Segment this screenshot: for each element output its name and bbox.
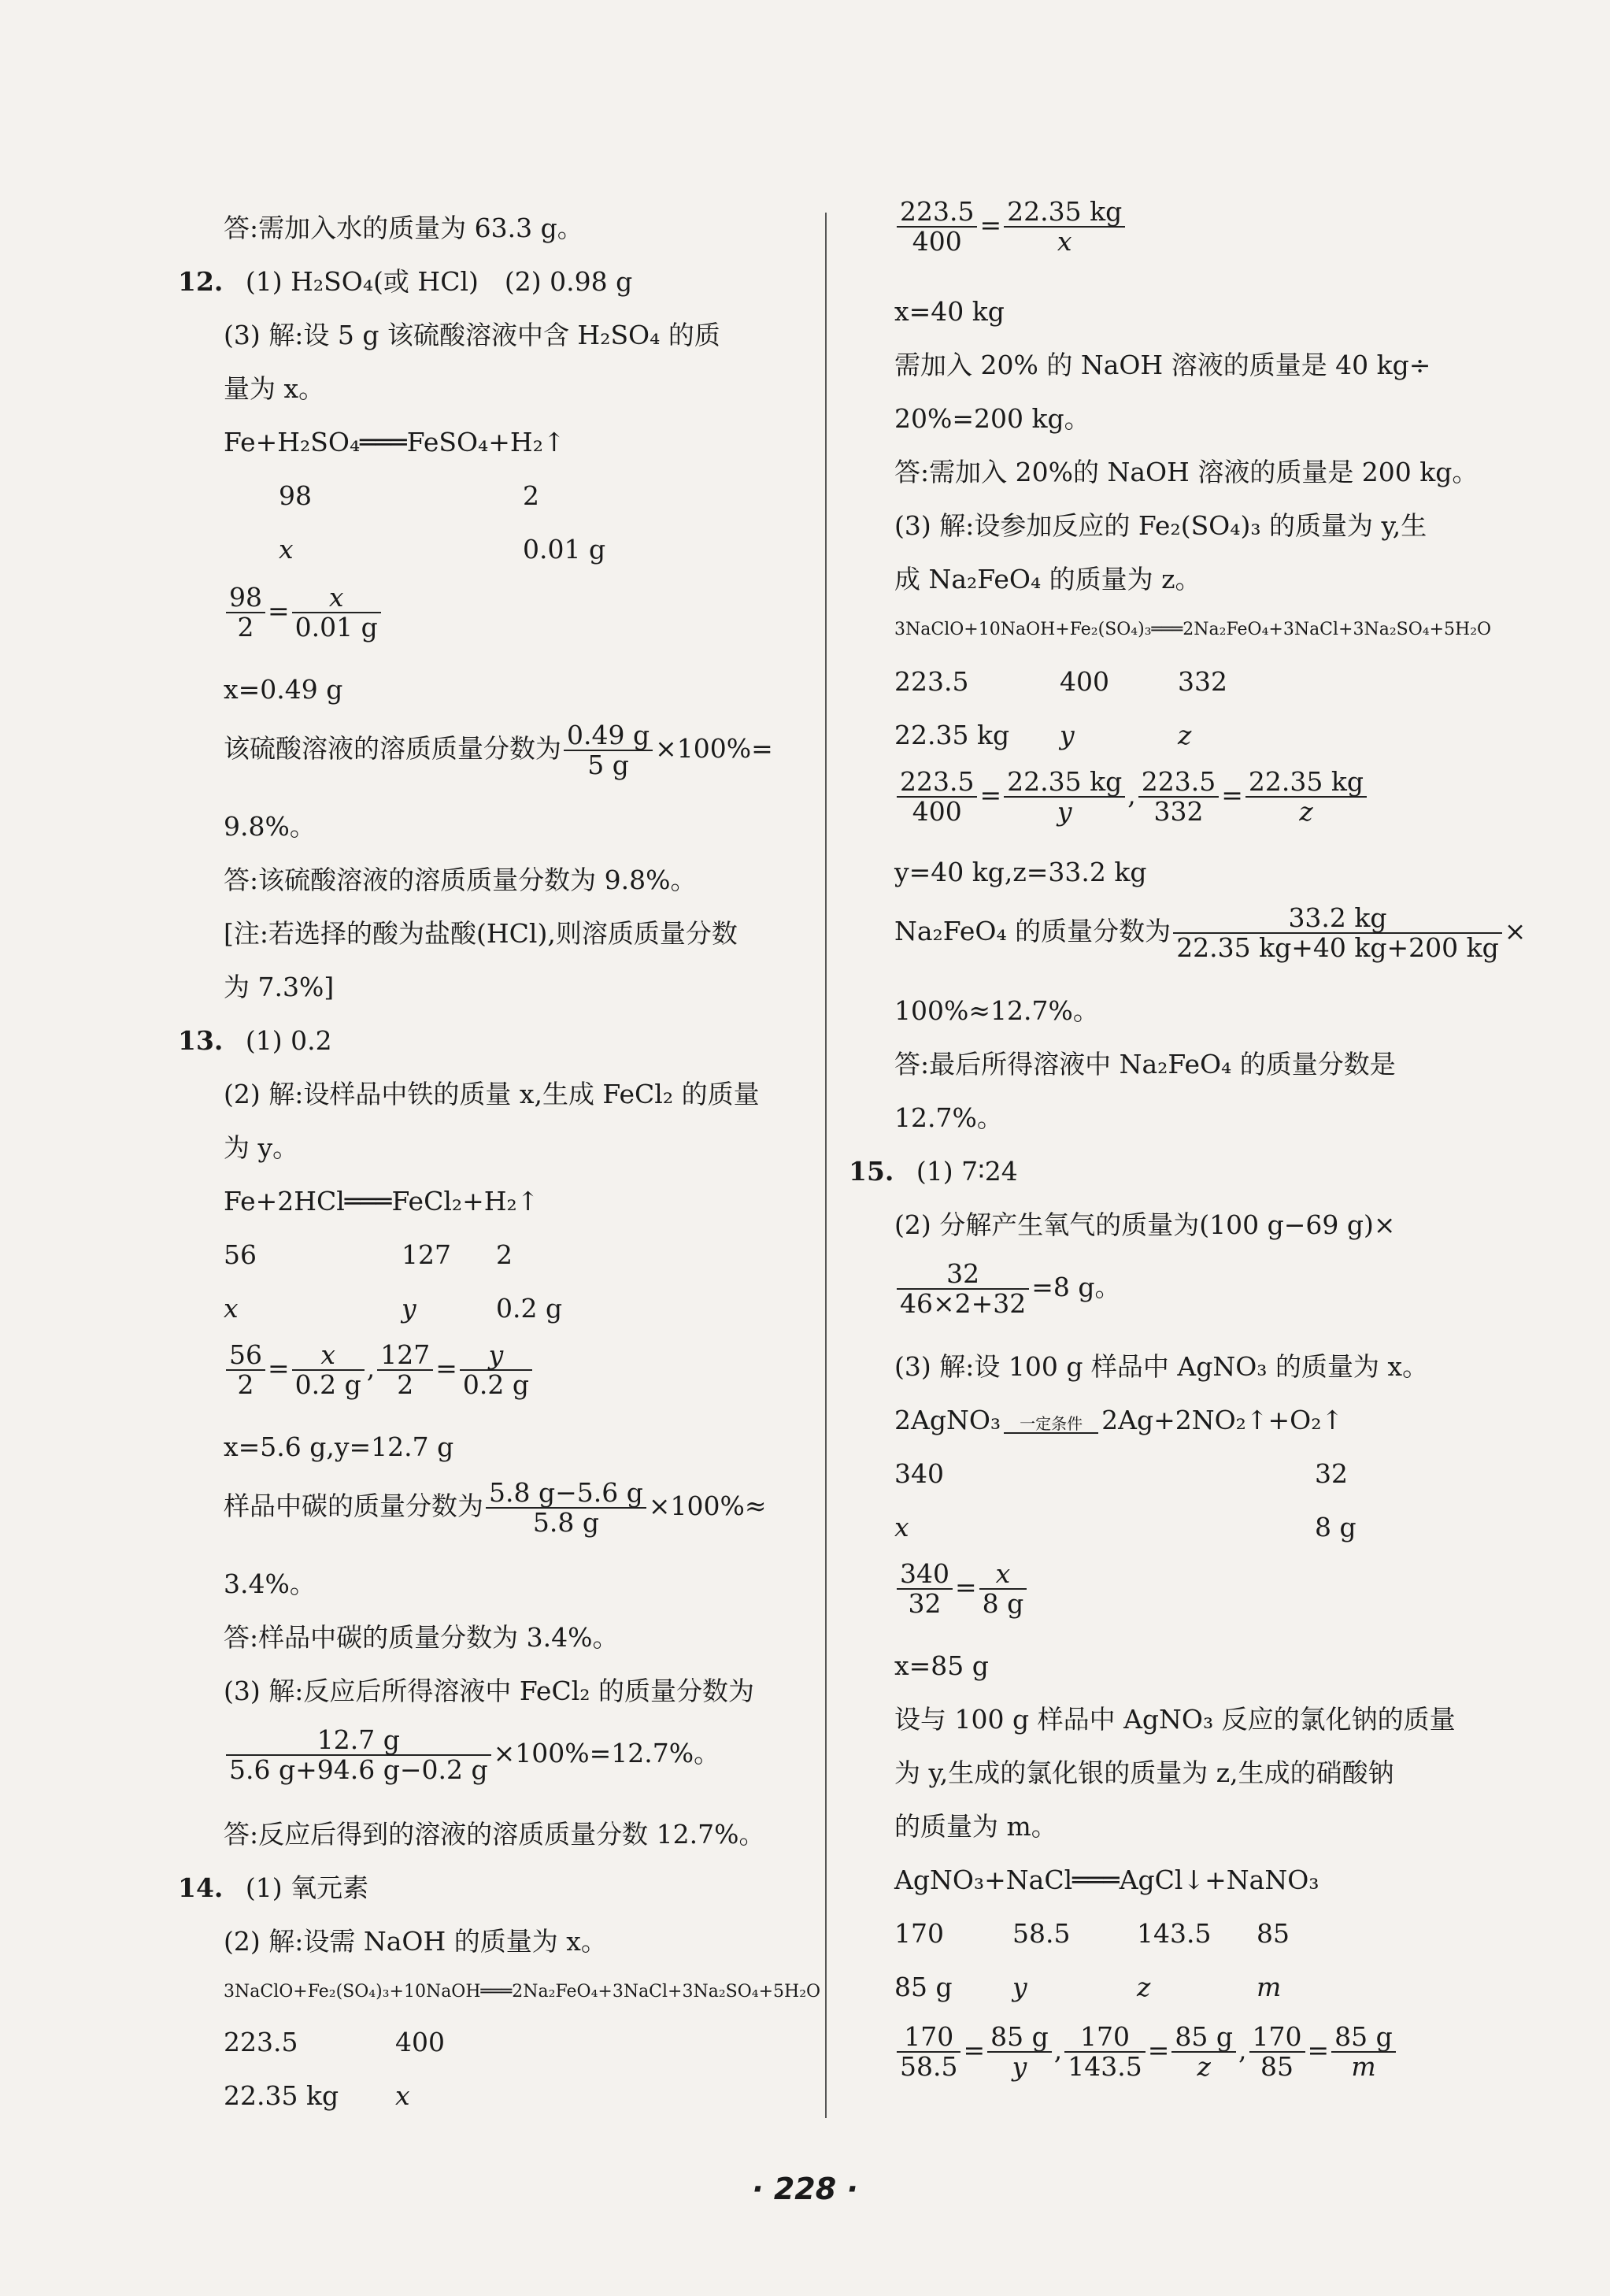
text-line: 为 y。 [224,1132,299,1163]
fraction: $\frac{223.5}{332}$ [1138,768,1219,826]
text-line: 为 y,生成的氯化银的质量为 z,生成的硝酸钠 [894,1757,1394,1788]
calc-line [894,1254,1121,1321]
text-line: 设与 100 g 样品中 AgNO₃ 反应的氯化钠的质量 [894,1704,1456,1735]
value: y [402,1293,416,1324]
fraction: $\frac{x}{0.2 g}$ [292,1341,365,1399]
fraction: $\frac{85 g}{y}$ [987,2023,1052,2081]
proportion: $\frac{340}{32}$ = $\frac{x}{8 g}$ [894,1556,1029,1619]
fraction: $\frac{170}{143.5}$ [1064,2023,1145,2081]
value: y [1012,1972,1027,2002]
value: m [1257,1972,1282,2002]
question-number: 12. [178,266,224,297]
text-line: (3) 解:设 100 g 样品中 AgNO₃ 的质量为 x。 [894,1351,1429,1382]
chemical-equation: AgNO₃+NaCl═══AgCl↓+NaNO₃ [894,1865,1319,1895]
value: 2 [496,1239,513,1270]
text: 该硫酸溶液的溶质质量分数为 [224,733,561,764]
fraction: $\frac{85 g}{z}$ [1171,2023,1236,2081]
page-number: · 228 · [752,2172,858,2206]
text-line: 100%≈12.7%。 [894,995,1099,1026]
text-line: (1) H₂SO₄(或 HCl) (2) 0.98 g [245,266,633,297]
text-line: 量为 x。 [224,373,325,404]
value: x [224,1293,239,1324]
calc-line [224,715,773,783]
text: 样品中碳的质量分数为 [224,1491,483,1521]
text-line: 20%=200 kg。 [894,403,1090,434]
question-15 [849,1154,1018,1189]
text-line: (3) 解:设 5 g 该硫酸溶液中含 H₂SO₄ 的质 [224,320,720,350]
fraction: $\frac{22.35 kg}{z}$ [1245,768,1367,826]
value: 8 g [1315,1512,1356,1542]
fraction: $\frac{12.7 g}{5.6 g+94.6 g-0.2 g}$ [226,1726,491,1784]
fraction: $\frac{y}{0.2 g}$ [460,1341,532,1399]
question-12 [178,265,632,299]
calc-line [894,898,1526,965]
text-line: x=85 g [894,1650,989,1681]
chemical-equation: 3NaClO+10NaOH+Fe₂(SO₄)₃═══2Na₂FeO₄+3NaCl+3Na₂SO₄+5H₂O [894,620,1492,639]
value: 0.2 g [496,1293,563,1324]
text-line: (1) 7∶24 [916,1156,1018,1187]
value: 56 [224,1239,257,1270]
value: x [279,534,294,565]
value: 32 [1315,1458,1348,1489]
chemical-equation: Fe+2HCl═══FeCl₂+H₂↑ [224,1186,539,1217]
value: 223.5 [224,2027,298,2057]
value: 332 [1178,666,1227,697]
answer-line: 答:样品中碳的质量分数为 3.4%。 [224,1622,619,1653]
answer-line: 答:反应后得到的溶液的溶质质量分数 12.7%。 [224,1819,765,1850]
value: 2 [523,480,539,511]
text: ×100%≈ [648,1491,767,1521]
text-line: (1) 0.2 [245,1025,332,1056]
value: 85 g [894,1972,953,2002]
calc-line [224,1472,767,1540]
text-line: (2) 分解产生氧气的质量为(100 g−69 g)× [894,1209,1396,1240]
text-line: (2) 解:设样品中铁的质量 x,生成 FeCl₂ 的质量 [224,1079,760,1109]
answer-line: 答:最后所得溶液中 Na₂FeO₄ 的质量分数是 [894,1049,1396,1079]
fraction: $\frac{22.35 kg}{y}$ [1004,768,1125,826]
reaction-condition: 一定条件 [1004,1415,1098,1434]
text: 2AgNO₃ [894,1405,1001,1435]
fraction: $\frac{0.49 g}{5 g}$ [564,721,653,780]
fraction: $\frac{85 g}{m}$ [1331,2023,1396,2081]
value: 58.5 [1012,1918,1071,1949]
value: 340 [894,1458,944,1489]
answer-line: 答:需加入 20%的 NaOH 溶液的质量是 200 kg。 [894,457,1479,487]
fraction: $\frac{5.8 g-5.6 g}{5.8 g}$ [486,1479,646,1537]
fraction: $\frac{170}{85}$ [1249,2023,1305,2081]
text-line: y=40 kg,z=33.2 kg [894,857,1147,887]
proportion: $\frac{170}{58.5}$ = $\frac{85 g}{y}$ , $\frac{170}{143.5}$ = $\frac{85 g}{z}$ , $\frac{170}{85}$ = $\frac{85 g}{m}$ [894,2019,1398,2082]
value: 143.5 [1137,1918,1212,1949]
proportion: $\frac{98}{2}$ = $\frac{x}{0.01 g}$ [224,580,383,643]
text-line: 12.7%。 [894,1102,1003,1133]
text-line: x=0.49 g [224,674,343,705]
text: × [1504,916,1527,946]
fraction: $\frac{32}{46\times 2+32}$ [897,1260,1029,1318]
value: 170 [894,1918,944,1949]
fraction: $\frac{22.35 kg}{x}$ [1004,198,1125,256]
fraction: $\frac{x}{8 g}$ [979,1560,1027,1618]
question-number: 14. [178,1872,224,1903]
question-14 [178,1871,368,1905]
chemical-equation [894,1397,1343,1444]
value: 0.01 g [523,534,606,565]
value: 400 [1060,666,1109,697]
text-line: x=5.6 g,y=12.7 g [224,1431,454,1462]
text: ×100%=12.7%。 [493,1738,720,1768]
fraction: $\frac{x}{0.01 g}$ [292,583,381,642]
question-number: 13. [178,1025,224,1056]
value: 400 [395,2027,445,2057]
answer-line: 答:该硫酸溶液的溶质质量分数为 9.8%。 [224,865,697,895]
question-13 [178,1024,332,1058]
value: 22.35 kg [224,2080,339,2111]
fraction: $\frac{340}{32}$ [897,1560,953,1618]
fraction: $\frac{98}{2}$ [226,583,265,642]
text-line: 9.8%。 [224,811,316,842]
text-line: (2) 解:设需 NaOH 的质量为 x。 [224,1926,607,1957]
text: Na₂FeO₄ 的质量分数为 [894,916,1171,946]
value: 85 [1257,1918,1290,1949]
note-line: [注:若选择的酸为盐酸(HCl),则溶质质量分数 [224,918,738,949]
text-line: (1) 氧元素 [245,1872,369,1903]
text: 2Ag+2NO₂↑+O₂↑ [1101,1405,1344,1435]
value: 223.5 [894,666,969,697]
fraction: $\frac{127}{2}$ [377,1341,433,1399]
fraction: $\frac{33.2 kg}{22.35 kg+40 kg+200 kg}$ [1173,904,1502,962]
fraction: $\frac{223.5}{400}$ [897,768,977,826]
text-line: 需加入 20% 的 NaOH 溶液的质量是 40 kg÷ [894,350,1431,380]
text: ×100%= [655,733,773,764]
column-divider [825,213,827,2118]
value: x [395,2080,410,2111]
fraction: $\frac{223.5}{400}$ [897,198,977,256]
chemical-equation: 3NaClO+Fe₂(SO₄)₃+10NaOH═══2Na₂FeO₄+3NaCl+3Na₂SO₄+5H₂O [224,1982,821,2002]
value: z [1178,720,1192,750]
value: 98 [279,480,312,511]
fraction: $\frac{170}{58.5}$ [897,2023,960,2081]
text-line: 答:需加入水的质量为 63.3 g。 [224,213,583,243]
proportion: $\frac{223.5}{400}$ = $\frac{22.35 kg}{x}$ [894,194,1127,257]
value: 22.35 kg [894,720,1010,750]
text-line: (3) 解:反应后所得溶液中 FeCl₂ 的质量分数为 [224,1676,754,1706]
question-number: 15. [849,1156,894,1187]
proportion: $\frac{223.5}{400}$ = $\frac{22.35 kg}{y}$ , $\frac{223.5}{332}$ = $\frac{22.35 kg}{z}$ [894,764,1369,827]
text-line: 3.4%。 [224,1568,316,1599]
proportion: $\frac{56}{2}$ = $\frac{x}{0.2 g}$ , $\frac{127}{2}$ = $\frac{y}{0.2 g}$ [224,1337,535,1400]
text-line: 成 Na₂FeO₄ 的质量为 z。 [894,564,1201,594]
text-line: (3) 解:设参加反应的 Fe₂(SO₄)₃ 的质量为 y,生 [894,510,1427,541]
value: z [1137,1972,1151,2002]
note-line: 为 7.3%] [224,972,335,1002]
calc-line [224,1720,720,1787]
text: =8 g。 [1031,1272,1121,1302]
text-line: x=40 kg [894,296,1005,327]
text-line: 的质量为 m。 [894,1811,1057,1842]
chemical-equation: Fe+H₂SO₄═══FeSO₄+H₂↑ [224,427,565,457]
value: x [894,1512,909,1542]
fraction: $\frac{56}{2}$ [226,1341,265,1399]
value: y [1060,720,1075,750]
value: 127 [402,1239,451,1270]
